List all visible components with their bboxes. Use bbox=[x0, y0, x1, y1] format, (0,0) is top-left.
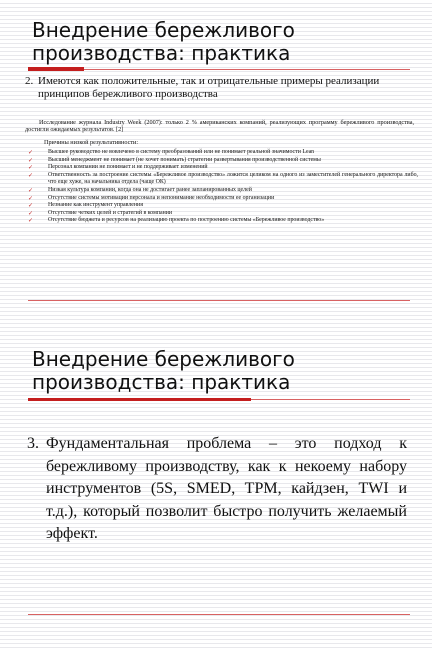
checkmark-icon: ✓ bbox=[28, 209, 34, 217]
item-number: 3. bbox=[27, 435, 39, 452]
title-accent-bar bbox=[28, 398, 251, 401]
checkmark-icon: ✓ bbox=[28, 194, 34, 202]
list-item: ✓ Персонал компании не понимает и не поддерживает изменений bbox=[28, 164, 208, 172]
list-item: ✓ Низкая культура компании, когда она не достигает ранее запланированных целей bbox=[28, 186, 252, 194]
slide-2-title-line-1: Внедрение бережливого bbox=[32, 347, 295, 371]
list-item: ✓ Высшее руководство не вовлечено в систему преобразований или не понимает реальной значимости Lean bbox=[28, 149, 315, 156]
slide-2-bottom-line bbox=[28, 614, 410, 615]
checkmark-icon: ✓ bbox=[28, 202, 34, 210]
item-number: 2. bbox=[25, 75, 34, 87]
list-item: ✓ Отсутствие бюджета и ресурсов на реализацию проекта по построению системы «Бережливое производство» bbox=[28, 217, 325, 225]
slide-1-item-2 bbox=[25, 75, 410, 101]
research-paragraph bbox=[25, 119, 414, 134]
slide-1-bottom-line bbox=[28, 300, 410, 301]
slide-2 bbox=[0, 340, 432, 640]
slide-1-title-line-1: Внедрение бережливого bbox=[32, 18, 295, 42]
title-divider-line bbox=[84, 69, 410, 70]
list-item: ✓ Отсутствие четких целей и стратегий в компании bbox=[28, 209, 173, 217]
slide-1 bbox=[0, 0, 432, 318]
checkmark-icon: ✓ bbox=[28, 164, 34, 172]
title-divider-line bbox=[251, 399, 410, 400]
list-item: ✓ Ответственность за построение системы «Бережливое производство» ложится целиком на одного из заместителей генерального директора либо, что еще хуже, на начальника отдела (чаще ОК) bbox=[28, 171, 418, 186]
checkmark-icon: ✓ bbox=[28, 149, 34, 156]
item-text: Фундаментальная проблема – это подход к бережливому производству, как к некоему набору инструментов (5S, SMED, TPM, кайдзен, TWI и т.д.), который позволит быстро получить желаемый эффект. bbox=[46, 435, 407, 543]
checkmark-icon: ✓ bbox=[28, 217, 34, 225]
slide-1-title bbox=[32, 19, 295, 65]
title-accent-bar bbox=[28, 67, 84, 71]
causes-heading: Причины низкой результативности: bbox=[44, 139, 139, 146]
list-item: ✓ Отсутствие системы мотивации персонала и непонимание необходимости ее организации bbox=[28, 194, 275, 202]
slide-2-title bbox=[32, 348, 295, 394]
slide-2-title-line-2: производства: практика bbox=[32, 370, 291, 394]
slide-2-item-3 bbox=[27, 433, 407, 546]
causes-list bbox=[28, 149, 418, 225]
checkmark-icon: ✓ bbox=[28, 171, 34, 179]
list-item: ✓ Высший менеджмент не понимает (не хочет понимать) стратегии развертывания производственной системы bbox=[28, 156, 321, 164]
checkmark-icon: ✓ bbox=[28, 156, 34, 164]
item-text: Имеются как положительные, так и отрицательные примеры реализации принципов бережливого производства bbox=[38, 75, 380, 100]
research-text: Исследование журнала Industry Week (2007): только 2 % американских компаний, реализующих программу бережливого производства, достигли ожидаемых результатов. [2] bbox=[25, 119, 414, 134]
checkmark-icon: ✓ bbox=[28, 186, 34, 194]
list-item: ✓ Незнание как инструмент управления bbox=[28, 202, 143, 210]
slide-1-title-line-2: производства: практика bbox=[32, 41, 291, 65]
